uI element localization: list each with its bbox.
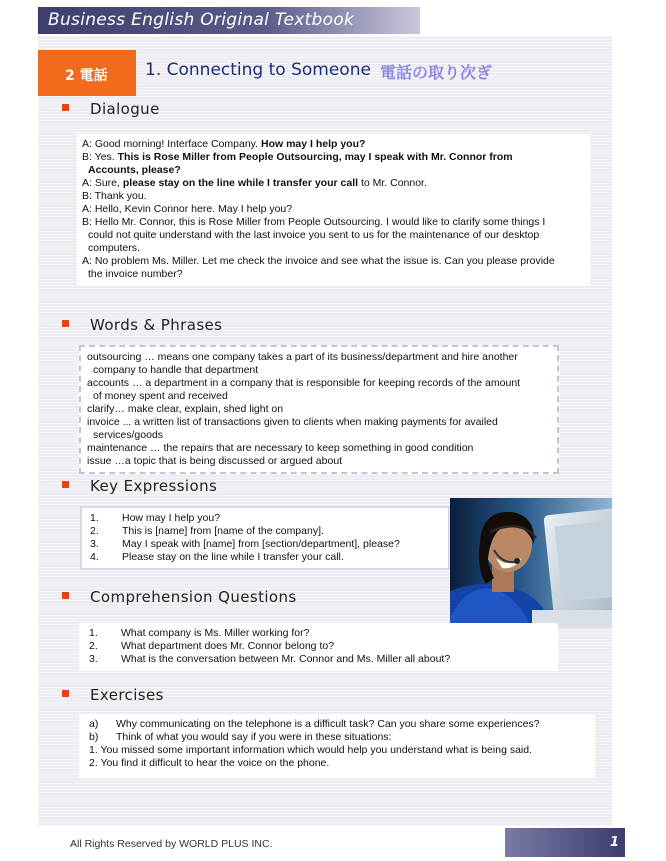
copyright-notice: All Rights Reserved by WORLD PLUS INC. <box>70 838 273 850</box>
definition-line: issue …a topic that is being discussed or argued about <box>87 455 343 467</box>
dialogue-line: A: Good morning! Interface Company. How may I help you? <box>82 138 366 150</box>
section-heading-key-expressions <box>62 477 217 497</box>
exercise-item: b) Think of what you would say if you were in these situations: <box>89 731 392 743</box>
definition-line: company to handle that department <box>93 364 259 376</box>
dialogue-line: A: No problem Ms. Miller. Let me check the invoice and see what the issue is. Can you please provide <box>82 255 555 267</box>
definition-line: services/goods <box>93 429 164 441</box>
exercise-item: a) Why communicating on the telephone is a difficult task? Can you share some experiences? <box>89 718 540 730</box>
chapter-tab <box>38 50 136 96</box>
square-bullet-icon <box>62 592 69 599</box>
chapter-tab-label: 2 電話 <box>65 68 108 84</box>
square-bullet-icon <box>62 320 69 327</box>
section-label: Key Expressions <box>90 477 218 495</box>
dialogue-line: Accounts, please? <box>88 164 181 176</box>
section-label: Dialogue <box>90 100 160 118</box>
lesson-title: 1. Connecting to Someone <box>145 60 371 80</box>
dialogue-line: B: Thank you. <box>82 190 147 202</box>
textbook-banner <box>38 7 420 34</box>
square-bullet-icon <box>62 481 69 488</box>
question-item: 3. What is the conversation between Mr. Connor and Ms. Miller all about? <box>89 653 451 665</box>
exercises-box <box>79 714 595 778</box>
section-label: Comprehension Questions <box>90 588 297 606</box>
dialogue-line: A: Sure, please stay on the line while I transfer your call to Mr. Connor. <box>82 177 427 189</box>
expression-item: 3. May I speak with [name] from [section/department], please? <box>90 538 400 550</box>
definition-line: accounts … a department in a company that is responsible for keeping records of the amount <box>87 377 521 389</box>
words-box <box>79 345 559 474</box>
definition-line: clarify… make clear, explain, shed light on <box>87 403 284 415</box>
expression-item: 2. This is [name] from [name of the company]. <box>90 525 324 537</box>
dialogue-line: computers. <box>88 242 140 254</box>
banner-title: Business English Original Textbook <box>48 10 355 30</box>
expression-item: 4. Please stay on the line while I transfer your call. <box>90 551 344 563</box>
lesson-title-japanese: 電話の取り次ぎ <box>380 63 493 82</box>
definition-line: maintenance … the repairs that are necessary to keep something in good condition <box>87 442 474 454</box>
definition-line: of money spent and received <box>93 390 228 402</box>
exercise-situation: 2. You find it difficult to hear the voice on the phone. <box>89 757 330 769</box>
section-heading-dialogue <box>62 100 160 120</box>
call-center-agent-photo <box>450 498 612 628</box>
section-label: Exercises <box>90 686 164 704</box>
comprehension-box <box>79 623 558 671</box>
definition-line: outsourcing … means one company takes a part of its business/department and hire another <box>87 351 518 363</box>
section-label: Words & Phrases <box>90 316 223 334</box>
key-expressions-box <box>80 506 450 570</box>
section-heading-words <box>62 316 222 336</box>
question-item: 2. What department does Mr. Connor belong to? <box>89 640 335 652</box>
page-number-tab <box>505 828 625 857</box>
definition-line: invoice ... a written list of transactions given to clients when making payments for availed <box>87 416 498 428</box>
section-heading-comprehension <box>62 588 297 608</box>
section-heading-exercises <box>62 686 164 706</box>
exercise-situation: 1. You missed some important information which would help you understand what is being said. <box>89 744 533 756</box>
dialogue-line: B: Hello Mr. Connor, this is Rose Miller from People Outsourcing. I would like to clarify some things I <box>82 216 546 228</box>
question-item: 1. What company is Ms. Miller working for? <box>89 627 310 639</box>
dialogue-line: the invoice number? <box>88 268 183 280</box>
square-bullet-icon <box>62 690 69 697</box>
expression-item: 1. How may I help you? <box>90 512 221 524</box>
page-number: 1 <box>609 835 619 850</box>
dialogue-box <box>77 134 590 286</box>
square-bullet-icon <box>62 104 69 111</box>
dialogue-line: B: Yes. This is Rose Miller from People Outsourcing, may I speak with Mr. Connor from <box>82 151 513 163</box>
dialogue-line: A: Hello, Kevin Connor here. May I help you? <box>82 203 293 215</box>
dialogue-line: could not quite understand with the last invoice you sent to us for the maintenance of our desktop <box>88 229 540 241</box>
